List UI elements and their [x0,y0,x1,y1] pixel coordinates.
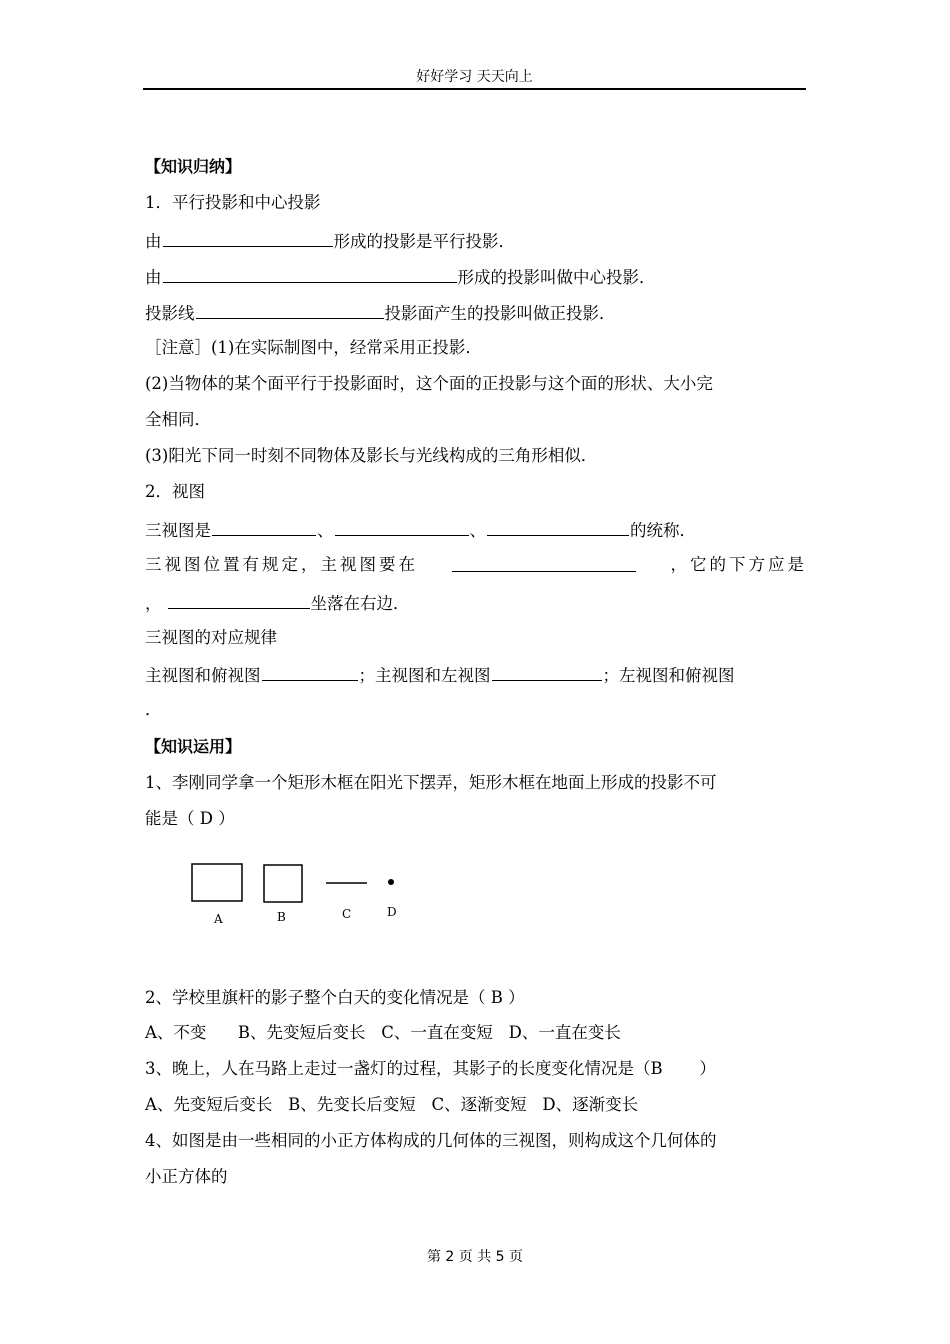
view-position-line [145,553,807,577]
heading-views: 2．视图 [145,482,205,501]
text: 坐落在右边． [310,594,410,613]
text: ；左视图和俯视图 [602,666,735,685]
note-3: (3)阳光下同一时刻不同物体及影长与光线构成的三角形相似． [145,446,598,465]
fill-blank[interactable] [262,662,358,681]
text: 由 [145,268,162,287]
fill-blank[interactable] [168,590,310,609]
three-views-line [145,517,696,543]
text: 的统称． [630,521,696,540]
fill-blank[interactable] [492,662,602,681]
text: 三视图位置有规定，主视图要在 [145,555,418,574]
section-title-application: 【知识运用】 [145,737,242,756]
option-c-label: C [342,907,352,921]
projection-options-figure [180,850,420,930]
text: 、 [469,521,486,540]
text: ， [145,594,162,613]
text: 主视图和俯视图 [145,666,261,685]
text: 投影线 [145,304,195,323]
parallel-projection-line [145,228,515,254]
fill-blank[interactable] [212,517,316,536]
page-footer: 第 2 页 共 5 页 [426,1249,524,1265]
view-position-line-2 [145,590,410,616]
option-d-label: D [387,905,397,919]
question-4b: 小正方体的 [145,1167,228,1186]
fill-blank[interactable] [452,553,636,572]
text: 、 [317,521,334,540]
text: 投影面产生的投影叫做正投影． [384,304,616,323]
note-1: ［注意］(1)在实际制图中，经常采用正投影． [145,338,482,357]
option-b-label: B [277,910,286,924]
fill-blank[interactable] [163,228,333,247]
view-rule-line [145,662,735,688]
question-4a: 4、如图是由一些相同的小正方体构成的几何体的三视图，则构成这个几何体的 [145,1131,717,1150]
fill-blank[interactable] [196,300,384,319]
question-1a: 1、李刚同学拿一个矩形木框在阳光下摆弄，矩形木框在地面上形成的投影不可 [145,773,717,792]
question-2: 2、学校里旗杆的影子整个白天的变化情况是（ B ） [145,988,525,1007]
section-title-summary: 【知识归纳】 [145,157,242,176]
fill-blank[interactable] [335,517,469,536]
fill-blank[interactable] [487,517,629,536]
question-2-options: A、不变 B、先变短后变长 C、一直在变短 D、一直在变长 [145,1023,621,1042]
text: 形成的投影是平行投影． [333,232,515,251]
text: 形成的投影叫做中心投影． [457,268,656,287]
central-projection-line [145,264,656,290]
text: 由 [145,232,162,251]
view-rule-end: ． [145,700,162,719]
question-3: 3、晚上，人在马路上走过一盏灯的过程，其影子的长度变化情况是（B ） [145,1059,716,1078]
option-a-label: A [214,912,223,926]
fill-blank[interactable] [163,264,457,283]
question-1b: 能是（ D ） [145,809,235,828]
text: 三视图是 [145,521,211,540]
view-rule-heading: 三视图的对应规律 [145,628,277,647]
note-2b: 全相同． [145,410,211,429]
orthographic-projection-line [145,300,616,326]
rectangle-option-a [192,864,242,901]
heading-projection: 1．平行投影和中心投影 [145,193,321,212]
question-3-options: A、先变短后变长 B、先变长后变短 C、逐渐变短 D、逐渐变长 [145,1095,639,1114]
dot-option-d [388,879,394,885]
text: ，它的下方应是 [670,555,807,574]
note-2a: (2)当物体的某个面平行于投影面时，这个面的正投影与这个面的形状、大小完 [145,374,713,393]
page-header: 好好学习 天天向上 [143,66,806,90]
rectangle-option-b [264,865,302,902]
text: ；主视图和左视图 [358,666,491,685]
